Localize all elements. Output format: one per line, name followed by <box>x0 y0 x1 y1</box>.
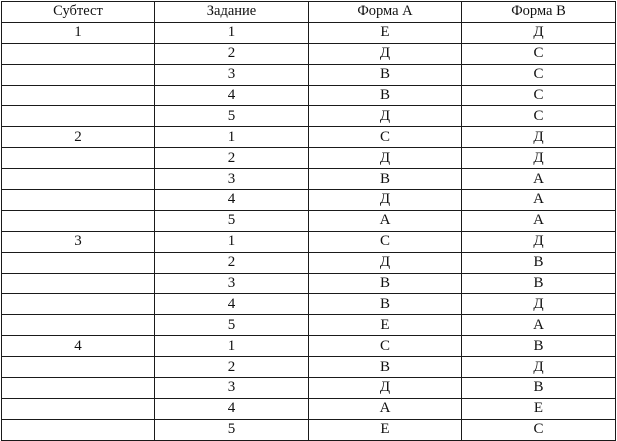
table-row <box>2 273 616 294</box>
table-body <box>2 22 616 440</box>
subtest-cell <box>2 419 155 440</box>
task-cell: 3 <box>155 378 309 399</box>
form-b-cell: В <box>462 378 616 399</box>
column-header-form-b: Форма В <box>462 2 616 23</box>
form-a-cell: С <box>309 231 462 252</box>
subtest-cell <box>2 106 155 127</box>
subtest-cell <box>2 148 155 169</box>
table-row <box>2 315 616 336</box>
form-b-cell: А <box>462 169 616 190</box>
subtest-cell <box>2 64 155 85</box>
table-row <box>2 378 616 399</box>
task-cell: 2 <box>155 252 309 273</box>
table-row <box>2 169 616 190</box>
subtest-cell <box>2 169 155 190</box>
subtest-cell <box>2 398 155 419</box>
task-cell: 4 <box>155 85 309 106</box>
table-row <box>2 22 616 43</box>
table-row <box>2 43 616 64</box>
table-row <box>2 190 616 211</box>
form-b-cell: Д <box>462 294 616 315</box>
form-b-cell: Д <box>462 357 616 378</box>
form-b-cell: В <box>462 273 616 294</box>
form-b-cell: А <box>462 190 616 211</box>
table-row <box>2 419 616 440</box>
form-b-cell: В <box>462 252 616 273</box>
task-cell: 5 <box>155 419 309 440</box>
task-cell: 5 <box>155 315 309 336</box>
form-a-cell: Д <box>309 190 462 211</box>
form-a-cell: В <box>309 294 462 315</box>
task-cell: 2 <box>155 148 309 169</box>
subtest-cell <box>2 43 155 64</box>
form-b-cell: С <box>462 419 616 440</box>
subtest-cell: 1 <box>2 22 155 43</box>
table-header-row <box>2 2 616 23</box>
form-a-cell: В <box>309 273 462 294</box>
form-a-cell: Е <box>309 419 462 440</box>
task-cell: 3 <box>155 273 309 294</box>
form-a-cell: Д <box>309 252 462 273</box>
subtest-cell: 4 <box>2 336 155 357</box>
form-a-cell: Д <box>309 378 462 399</box>
table-row <box>2 294 616 315</box>
table-row <box>2 85 616 106</box>
task-cell: 3 <box>155 169 309 190</box>
table-row <box>2 357 616 378</box>
column-header-subtest: Субтест <box>2 2 155 23</box>
task-cell: 4 <box>155 398 309 419</box>
form-b-cell: А <box>462 315 616 336</box>
form-b-cell: Д <box>462 22 616 43</box>
form-b-cell: Д <box>462 148 616 169</box>
form-a-cell: А <box>309 398 462 419</box>
form-b-cell: С <box>462 64 616 85</box>
table-row <box>2 336 616 357</box>
subtest-cell <box>2 273 155 294</box>
table-row <box>2 127 616 148</box>
column-header-form-a: Форма А <box>309 2 462 23</box>
column-header-task: Задание <box>155 2 309 23</box>
form-a-cell: Д <box>309 148 462 169</box>
table-row <box>2 148 616 169</box>
table-row <box>2 64 616 85</box>
subtest-cell <box>2 252 155 273</box>
subtest-cell: 3 <box>2 231 155 252</box>
form-a-cell: Е <box>309 315 462 336</box>
form-a-cell: С <box>309 127 462 148</box>
task-cell: 4 <box>155 294 309 315</box>
form-a-cell: С <box>309 336 462 357</box>
table-row <box>2 398 616 419</box>
table-row <box>2 210 616 231</box>
task-cell: 1 <box>155 127 309 148</box>
subtest-cell <box>2 357 155 378</box>
form-b-cell: Д <box>462 127 616 148</box>
answer-key-table <box>1 1 616 441</box>
form-a-cell: В <box>309 357 462 378</box>
table-row <box>2 252 616 273</box>
subtest-cell <box>2 210 155 231</box>
task-cell: 5 <box>155 106 309 127</box>
form-a-cell: Е <box>309 22 462 43</box>
task-cell: 2 <box>155 357 309 378</box>
form-b-cell: С <box>462 85 616 106</box>
task-cell: 3 <box>155 64 309 85</box>
subtest-cell <box>2 190 155 211</box>
form-a-cell: В <box>309 85 462 106</box>
subtest-cell <box>2 85 155 106</box>
task-cell: 2 <box>155 43 309 64</box>
form-b-cell: В <box>462 336 616 357</box>
form-b-cell: Д <box>462 231 616 252</box>
form-b-cell: Е <box>462 398 616 419</box>
task-cell: 1 <box>155 22 309 43</box>
form-a-cell: В <box>309 169 462 190</box>
subtest-cell <box>2 315 155 336</box>
form-a-cell: А <box>309 210 462 231</box>
subtest-cell: 2 <box>2 127 155 148</box>
form-b-cell: С <box>462 106 616 127</box>
form-a-cell: В <box>309 64 462 85</box>
table-row <box>2 106 616 127</box>
form-a-cell: Д <box>309 43 462 64</box>
form-a-cell: Д <box>309 106 462 127</box>
task-cell: 1 <box>155 231 309 252</box>
form-b-cell: С <box>462 43 616 64</box>
task-cell: 5 <box>155 210 309 231</box>
subtest-cell <box>2 294 155 315</box>
subtest-cell <box>2 378 155 399</box>
table-row <box>2 231 616 252</box>
task-cell: 4 <box>155 190 309 211</box>
form-b-cell: А <box>462 210 616 231</box>
task-cell: 1 <box>155 336 309 357</box>
